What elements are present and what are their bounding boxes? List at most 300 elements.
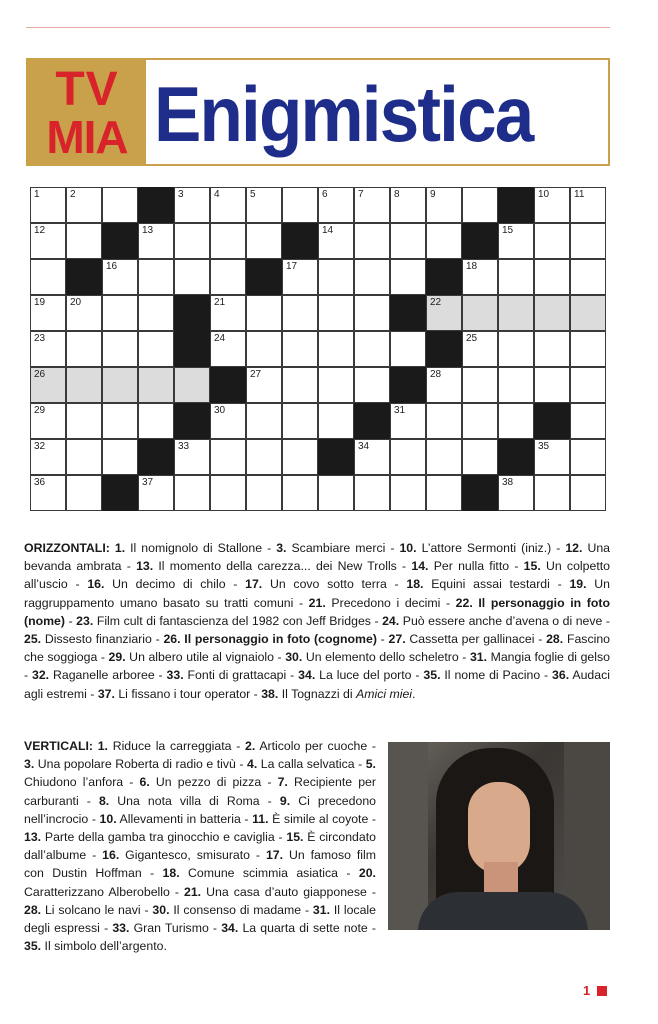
- clue-text: Il nome di Pacino -: [440, 668, 553, 683]
- grid-cell[interactable]: [498, 331, 534, 367]
- grid-cell[interactable]: [246, 367, 282, 403]
- grid-cell[interactable]: [498, 403, 534, 439]
- black-cell: [426, 331, 462, 367]
- grid-cell[interactable]: [102, 439, 138, 475]
- clue-number: 37.: [97, 686, 115, 701]
- clue-text: Parte della gamba tra ginocchio e caviglia -: [41, 830, 287, 845]
- grid-cell[interactable]: [246, 403, 282, 439]
- grid-cell[interactable]: [426, 367, 462, 403]
- clue-number: 24.: [382, 613, 400, 628]
- grid-cell[interactable]: [174, 187, 210, 223]
- clue-text: Un pezzo di pizza -: [149, 775, 278, 790]
- clue-text: Fascino che soggioga -: [24, 632, 610, 665]
- clue-number: 18.: [406, 577, 424, 592]
- clue-number: 35.: [24, 939, 42, 954]
- grid-cell[interactable]: [426, 223, 462, 259]
- grid-cell[interactable]: [534, 259, 570, 295]
- clue-section-label: VERTICALI:: [24, 739, 98, 753]
- clue-text: Caratterizzano Alberobello -: [24, 884, 184, 899]
- grid-cell[interactable]: [30, 403, 66, 439]
- grid-cell[interactable]: [318, 331, 354, 367]
- clue-text: Un elemento dello scheletro -: [302, 650, 470, 665]
- clue-text: Li fissano i tour operator -: [114, 686, 262, 701]
- grid-cell[interactable]: [246, 295, 282, 331]
- grid-cell[interactable]: [66, 187, 102, 223]
- grid-cell[interactable]: [246, 187, 282, 223]
- grid-cell[interactable]: [462, 259, 498, 295]
- clue-text: Articolo per cuoche -: [255, 739, 377, 753]
- tv-mia-logo: [28, 60, 146, 164]
- logo-line-2: MIA: [46, 111, 128, 163]
- black-cell: [498, 187, 534, 223]
- clue-number: 7.: [277, 775, 288, 790]
- clue-number: 9.: [279, 793, 291, 808]
- clue-text: Il consenso di madame -: [169, 902, 313, 917]
- grid-cell[interactable]: [462, 295, 498, 331]
- clue-number: 10.: [399, 541, 417, 555]
- clue-text: Precedono i decimi -: [325, 595, 456, 610]
- cell-number: 21: [214, 297, 226, 308]
- grid-cell[interactable]: [210, 187, 246, 223]
- clue-number: 13.: [24, 830, 42, 845]
- clue-text: Li solcano le navi -: [41, 902, 153, 917]
- clue-number: 30.: [152, 902, 170, 917]
- cell-number: 4: [214, 189, 220, 200]
- grid-cell[interactable]: [30, 259, 66, 295]
- grid-cell[interactable]: [30, 187, 66, 223]
- clue-text: Gran Turismo -: [129, 921, 222, 936]
- cell-number: 7: [358, 189, 364, 200]
- grid-cell[interactable]: [282, 367, 318, 403]
- grid-cell[interactable]: [138, 295, 174, 331]
- clue-number: 3.: [24, 757, 35, 772]
- grid-cell[interactable]: [462, 403, 498, 439]
- grid-cell[interactable]: [534, 331, 570, 367]
- grid-cell[interactable]: [570, 403, 606, 439]
- clue-number: 32.: [32, 668, 50, 683]
- cell-number: 9: [430, 189, 436, 200]
- grid-cell[interactable]: [318, 295, 354, 331]
- black-cell: [66, 259, 102, 295]
- grid-cell[interactable]: [354, 331, 390, 367]
- cell-number: 12: [34, 225, 46, 236]
- grid-cell[interactable]: [318, 475, 354, 511]
- cell-number: 35: [538, 441, 550, 452]
- grid-cell[interactable]: [102, 331, 138, 367]
- grid-cell[interactable]: [174, 475, 210, 511]
- grid-cell[interactable]: [30, 223, 66, 259]
- clue-text: Ci precedono nell’incrocio -: [24, 793, 376, 826]
- clue-text: Allevamenti in batteria -: [116, 811, 253, 826]
- clue-text: Una nota villa di Roma -: [109, 793, 280, 808]
- cell-number: 15: [502, 225, 514, 236]
- clue-number: 6.: [139, 775, 150, 790]
- grid-cell[interactable]: [282, 187, 318, 223]
- clue-text: La luce del porto -: [315, 668, 424, 683]
- clue-number: 16.: [87, 577, 105, 592]
- clue-text: Una bevanda ambrata -: [24, 541, 611, 574]
- grid-cell[interactable]: [570, 331, 606, 367]
- grid-cell[interactable]: [426, 295, 462, 331]
- grid-cell[interactable]: [102, 187, 138, 223]
- cell-number: 38: [502, 477, 514, 488]
- grid-cell[interactable]: [66, 223, 102, 259]
- portrait-photo: [388, 742, 610, 930]
- black-cell: [462, 223, 498, 259]
- cell-number: 17: [286, 261, 298, 272]
- grid-cell[interactable]: [138, 259, 174, 295]
- masthead-title: Enigmistica: [154, 70, 533, 158]
- clue-text: Chiudono l’anfora -: [24, 775, 140, 790]
- clue-number: 1.: [97, 739, 108, 753]
- cell-number: 14: [322, 225, 334, 236]
- clue-text: Per nulla fitto -: [428, 559, 524, 574]
- clue-number: 3.: [276, 541, 287, 555]
- grid-cell[interactable]: [282, 475, 318, 511]
- grid-cell[interactable]: [138, 331, 174, 367]
- grid-cell[interactable]: [318, 403, 354, 439]
- clues-orizzontali: ORIZZONTALI: 1. Il nomignolo di Stallone - 3. Scambiare merci - 10. L’attore Sermonti (iniz.) - 12. Una bevanda ambrata - 13. Il momento della carezza... dei New Trolls - 14. Per nulla fitto - 15. Un colpetto all’uscio - 16. Un decimo di chilo - 17. Un covo sotto terra - 18. Equini assai testardi - 19. Un raggruppamento umano basato su tratti comuni - 21. Precedono i decimi - 22. Il personaggio in foto (nome) - 23. Film cult di fantascienza del 1982 con Jeff Bridges - 24. Può essere anche d’avena o di neve - 25. Dissesto finanziario - 26. Il personaggio in foto (cognome) - 27. Cassetta per gallinacei - 28. Fascino che soggioga - 29. Un albero utile al vignaiolo - 30. Un elemento dello scheletro - 31. Mangia foglie di gelso - 32. Raganelle arboree - 33. Fonti di grattacapi - 34. La luce del porto - 35. Il nome di Pacino - 36. Audaci agli estremi - 37. Li fissano i tour operator - 38. Il Tognazzi di Amici miei.: [24, 541, 611, 701]
- black-cell: [390, 367, 426, 403]
- grid-cell[interactable]: [30, 331, 66, 367]
- clue-text: -: [65, 613, 77, 628]
- grid-cell[interactable]: [426, 403, 462, 439]
- cell-number: 25: [466, 333, 478, 344]
- clue-number: 29.: [108, 650, 126, 665]
- grid-cell[interactable]: [354, 367, 390, 403]
- grid-cell[interactable]: [534, 439, 570, 475]
- grid-cell[interactable]: [174, 367, 210, 403]
- black-cell: [462, 475, 498, 511]
- cell-number: 8: [394, 189, 400, 200]
- grid-cell[interactable]: [390, 187, 426, 223]
- grid-cell[interactable]: [570, 439, 606, 475]
- grid-cell[interactable]: [30, 475, 66, 511]
- grid-cell[interactable]: [246, 439, 282, 475]
- grid-cell[interactable]: [102, 295, 138, 331]
- clue-text: Un covo sotto terra -: [262, 577, 407, 592]
- black-cell: [102, 475, 138, 511]
- grid-cell[interactable]: [102, 259, 138, 295]
- black-cell: [210, 367, 246, 403]
- cell-number: 29: [34, 405, 46, 416]
- grid-cell[interactable]: [174, 223, 210, 259]
- clue-text: La calla selvatica -: [257, 757, 366, 772]
- clue-number: 30.: [285, 650, 303, 665]
- grid-cell[interactable]: [210, 259, 246, 295]
- clue-text: Un famoso film con Dustin Hoffman -: [24, 848, 376, 881]
- black-cell: [174, 295, 210, 331]
- clue-text: Audaci agli estremi -: [24, 668, 610, 701]
- clue-number: 5.: [365, 757, 376, 772]
- clue-text: Un decimo di chilo -: [104, 577, 246, 592]
- grid-cell[interactable]: [534, 295, 570, 331]
- grid-cell[interactable]: [138, 223, 174, 259]
- clue-number: 25.: [24, 632, 42, 647]
- clue-number: 21.: [308, 595, 326, 610]
- cell-number: 19: [34, 297, 46, 308]
- clue-text: Il nomignolo di Stallone -: [125, 541, 277, 555]
- cell-number: 16: [106, 261, 118, 272]
- grid-cell[interactable]: [354, 439, 390, 475]
- clue-number: 1.: [114, 541, 126, 555]
- cell-number: 34: [358, 441, 370, 452]
- grid-cell[interactable]: [426, 475, 462, 511]
- grid-cell[interactable]: [318, 367, 354, 403]
- clue-text: L’attore Sermonti (iniz.) -: [416, 541, 566, 555]
- grid-cell[interactable]: [210, 331, 246, 367]
- clue-text: Può essere anche d’avena o di neve -: [399, 613, 611, 628]
- grid-cell[interactable]: [354, 223, 390, 259]
- clue-text: Una casa d’auto giapponese -: [201, 884, 376, 899]
- clue-text: Scambiare merci -: [286, 541, 400, 555]
- clue-number: 34.: [221, 921, 239, 936]
- clue-number: 16.: [102, 848, 120, 863]
- grid-cell[interactable]: [282, 439, 318, 475]
- logo-line-1: TV: [55, 63, 119, 116]
- clue-text: La quarta di sette note -: [238, 921, 376, 936]
- grid-cell[interactable]: [102, 403, 138, 439]
- black-cell: [426, 259, 462, 295]
- grid-cell[interactable]: [570, 223, 606, 259]
- cell-number: 37: [142, 477, 154, 488]
- top-rule: [26, 27, 610, 28]
- clue-text: Fonti di grattacapi -: [183, 668, 299, 683]
- clue-number: 15.: [286, 830, 304, 845]
- clue-text: Il locale degli espressi -: [24, 902, 376, 936]
- grid-cell[interactable]: [246, 223, 282, 259]
- clue-text: Film cult di fantascienza del 1982 con Jeff Bridges -: [93, 613, 383, 628]
- clue-number: 31.: [312, 902, 331, 917]
- black-cell: [354, 403, 390, 439]
- grid-cell[interactable]: [462, 331, 498, 367]
- clue-number: 19.: [569, 577, 587, 592]
- clue-number: 23.: [76, 613, 94, 628]
- cell-number: 24: [214, 333, 226, 344]
- clue-number: 28.: [546, 632, 564, 647]
- clue-text: Dissesto finanziario -: [41, 632, 164, 647]
- clue-number: 27.: [388, 632, 406, 647]
- grid-cell[interactable]: [534, 187, 570, 223]
- grid-cell[interactable]: [102, 367, 138, 403]
- grid-cell[interactable]: [210, 295, 246, 331]
- clues-verticali: [24, 737, 610, 955]
- clue-number: 36.: [552, 668, 570, 683]
- grid-cell[interactable]: [318, 259, 354, 295]
- black-cell: [138, 439, 174, 475]
- black-cell: [282, 223, 318, 259]
- cell-number: 6: [322, 189, 328, 200]
- grid-cell[interactable]: [462, 187, 498, 223]
- clue-number: 15.: [523, 559, 541, 574]
- grid-cell[interactable]: [390, 403, 426, 439]
- clue-number: 22. Il personaggio in foto (nome): [24, 595, 610, 628]
- grid-cell[interactable]: [498, 259, 534, 295]
- black-cell: [102, 223, 138, 259]
- clue-text: È circondato dall’albume -: [24, 830, 376, 863]
- grid-cell[interactable]: [210, 223, 246, 259]
- grid-cell[interactable]: [30, 439, 66, 475]
- grid-cell[interactable]: [246, 475, 282, 511]
- grid-cell[interactable]: [570, 367, 606, 403]
- clue-text: Il momento della carezza... dei New Trolls -: [153, 559, 412, 574]
- clue-text: Il simbolo dell’argento.: [41, 939, 167, 954]
- grid-cell[interactable]: [498, 295, 534, 331]
- grid-cell[interactable]: [390, 331, 426, 367]
- clue-text: Raganelle arboree -: [49, 668, 167, 683]
- grid-cell[interactable]: [282, 403, 318, 439]
- black-cell: [318, 439, 354, 475]
- grid-cell[interactable]: [66, 295, 102, 331]
- clue-number: 33.: [166, 668, 184, 683]
- cell-number: 1: [34, 189, 40, 200]
- grid-cell[interactable]: [66, 367, 102, 403]
- clue-number: 31.: [469, 650, 488, 665]
- clue-text: Comune scimmia asiatica -: [179, 866, 359, 881]
- clue-number: 21.: [184, 884, 202, 899]
- black-cell: [174, 331, 210, 367]
- grid-cell[interactable]: [210, 475, 246, 511]
- cell-number: 33: [178, 441, 190, 452]
- black-cell: [246, 259, 282, 295]
- clue-number: 26. Il personaggio in foto (cognome): [163, 632, 377, 647]
- grid-cell[interactable]: [354, 259, 390, 295]
- grid-cell[interactable]: [570, 295, 606, 331]
- clue-text: Gigantesco, smisurato -: [119, 848, 266, 863]
- clue-text: -: [376, 632, 389, 647]
- grid-cell[interactable]: [534, 475, 570, 511]
- grid-cell[interactable]: [66, 331, 102, 367]
- grid-cell[interactable]: [138, 367, 174, 403]
- grid-cell[interactable]: [174, 259, 210, 295]
- black-cell: [138, 187, 174, 223]
- grid-cell[interactable]: [354, 187, 390, 223]
- cell-number: 20: [70, 297, 82, 308]
- grid-cell[interactable]: [498, 223, 534, 259]
- grid-cell[interactable]: [210, 403, 246, 439]
- cell-number: 5: [250, 189, 256, 200]
- clue-number: 11.: [252, 811, 269, 826]
- clue-number: 14.: [411, 559, 429, 574]
- grid-cell[interactable]: [318, 187, 354, 223]
- cell-number: 32: [34, 441, 46, 452]
- clue-number: 12.: [565, 541, 583, 555]
- grid-cell[interactable]: [66, 475, 102, 511]
- grid-cell[interactable]: [318, 223, 354, 259]
- cell-number: 27: [250, 369, 262, 380]
- grid-cell[interactable]: [30, 295, 66, 331]
- grid-cell[interactable]: [462, 367, 498, 403]
- grid-cell[interactable]: [534, 223, 570, 259]
- grid-cell[interactable]: [498, 475, 534, 511]
- clue-number: 2.: [245, 739, 256, 753]
- clue-number: 4.: [247, 757, 258, 772]
- grid-cell[interactable]: [282, 259, 318, 295]
- grid-cell[interactable]: [390, 259, 426, 295]
- grid-cell[interactable]: [426, 439, 462, 475]
- grid-cell[interactable]: [174, 439, 210, 475]
- grid-cell[interactable]: [534, 367, 570, 403]
- black-cell: [534, 403, 570, 439]
- grid-cell[interactable]: [282, 331, 318, 367]
- grid-cell[interactable]: [462, 439, 498, 475]
- clue-number: 20.: [358, 866, 376, 881]
- clue-text: Riduce la carreggiata -: [107, 739, 246, 753]
- black-cell: [498, 439, 534, 475]
- clue-number: 28.: [24, 902, 42, 917]
- grid-cell[interactable]: [246, 331, 282, 367]
- page-number: 1: [583, 983, 591, 998]
- clue-number: 38.: [261, 686, 279, 701]
- cell-number: 28: [430, 369, 442, 380]
- grid-cell[interactable]: [66, 403, 102, 439]
- cell-number: 11: [574, 189, 585, 200]
- grid-cell[interactable]: [570, 259, 606, 295]
- clue-text: Un raggruppamento umano basato su tratti comuni -: [24, 577, 610, 610]
- clue-number: 35.: [423, 668, 441, 683]
- masthead: [26, 58, 610, 166]
- black-cell: [390, 295, 426, 331]
- cell-number: 31: [394, 405, 406, 416]
- clue-number: 33.: [112, 921, 130, 936]
- cell-number: 30: [214, 405, 226, 416]
- grid-cell[interactable]: [354, 295, 390, 331]
- clue-number: 17.: [245, 577, 263, 592]
- clue-number: 34.: [298, 668, 316, 683]
- clue-text: Una popolare Roberta di radio e tivù -: [34, 757, 247, 772]
- grid-cell[interactable]: [138, 475, 174, 511]
- clue-number: 18.: [162, 866, 180, 881]
- clue-text: Cassetta per gallinacei -: [405, 632, 547, 647]
- grid-cell[interactable]: [66, 439, 102, 475]
- cell-number: 2: [70, 189, 76, 200]
- clue-text: Equini assai testardi -: [423, 577, 570, 592]
- cell-number: 3: [178, 189, 184, 200]
- grid-cell[interactable]: [498, 367, 534, 403]
- grid-cell[interactable]: [570, 187, 606, 223]
- grid-cell[interactable]: [390, 439, 426, 475]
- cell-number: 23: [34, 333, 46, 344]
- grid-cell[interactable]: [210, 439, 246, 475]
- clue-number: 8.: [98, 793, 110, 808]
- clue-text: Recipiente per carburanti -: [24, 775, 376, 808]
- cell-number: 26: [34, 369, 46, 380]
- black-cell: [174, 403, 210, 439]
- clue-number: 10.: [99, 811, 117, 826]
- cell-number: 18: [466, 261, 478, 272]
- grid-cell[interactable]: [138, 403, 174, 439]
- page-marker-square: [597, 986, 607, 996]
- clue-number: 13.: [136, 559, 154, 574]
- clue-number: 17.: [265, 848, 284, 863]
- grid-cell[interactable]: [570, 475, 606, 511]
- clue-text: Un albero utile al vignaiolo -: [125, 650, 286, 665]
- cell-number: 13: [142, 225, 154, 236]
- clue-text: Un colpetto all’uscio -: [24, 559, 610, 592]
- grid-cell[interactable]: [390, 475, 426, 511]
- grid-cell[interactable]: [426, 187, 462, 223]
- grid-cell[interactable]: [354, 475, 390, 511]
- clue-text: Mangia foglie di gelso -: [24, 650, 610, 683]
- cell-number: 36: [34, 477, 46, 488]
- grid-cell[interactable]: [390, 223, 426, 259]
- clue-section-label: ORIZZONTALI:: [24, 541, 115, 555]
- cell-number: 22: [430, 297, 442, 308]
- cell-number: 10: [538, 189, 550, 200]
- grid-cell[interactable]: [282, 295, 318, 331]
- grid-cell[interactable]: [30, 367, 66, 403]
- clue-text: È simile al coyote -: [268, 811, 376, 826]
